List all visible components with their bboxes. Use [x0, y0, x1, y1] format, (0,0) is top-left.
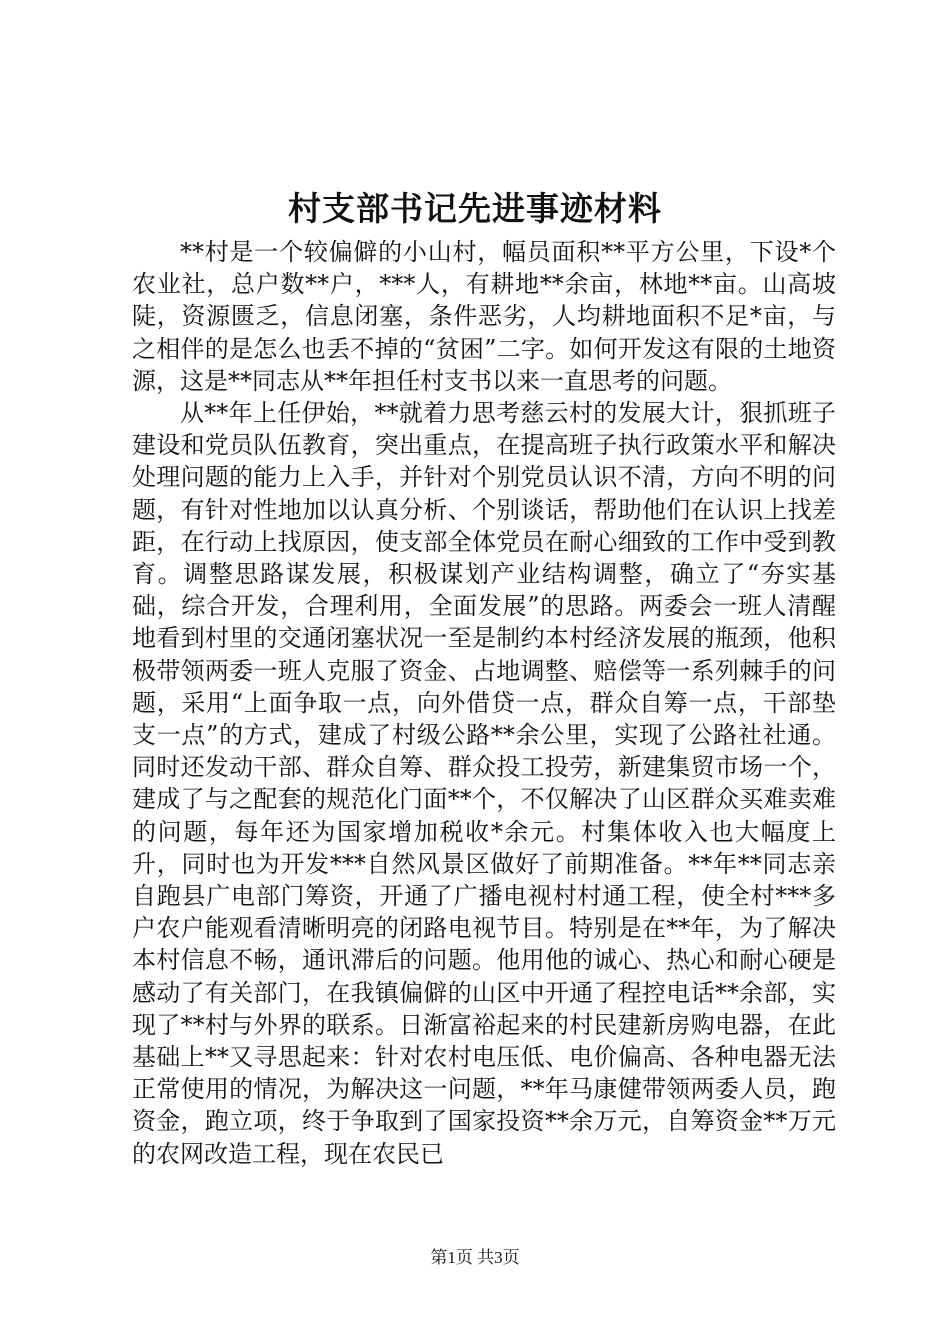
paragraph-2: 从**年上任伊始，**就着力思考慈云村的发展大计，狠抓班子建设和党员队伍教育，突出重点，在提高班子执行政策水平和解决处理问题的能力上入手，并针对个别党员认识不清，方向不明的问题，有针对性地加以认真分析、个别谈话，帮助他们在认识上找差距，在行动上找原因，使支部全体党员在耐心细致的工作中受到教育。调整思路谋发展，积极谋划产业结构调整，确立了“夯实基础，综合开发，合理利用，全面发展”的思路。两委会一班人清醒地看到村里的交通闭塞状况一至是制约本村经济发展的瓶颈，他积极带领两委一班人克服了资金、占地调整、赔偿等一系列棘手的问题，采用“上面争取一点，向外借贷一点，群众自筹一点，干部垫支一点”的方式，建成了村级公路**余公里，实现了公路社社通。同时还发动干部、群众自筹、群众投工投劳，新建集贸市场一个，建成了与之配套的规范化门面**个，不仅解决了山区群众买难卖难的问题，每年还为国家增加税收*余元。村集体收入也大幅度上升，同时也为开发***自然风景区做好了前期准备。**年**同志亲自跑县广电部门筹资，开通了广播电视村村通工程，使全村***多户农户能观看清晰明亮的闭路电视节目。特别是在**年，为了解决本村信息不畅，通讯滞后的问题。他用他的诚心、热心和耐心硬是感动了有关部门，在我镇偏僻的山区中开通了程控电话**余部，实现了**村与外界的联系。日渐富裕起来的村民建新房购电器，在此基础上**又寻思起来：针对农村电压低、电价偏高、各种电器无法正常使用的情况，为解决这一问题，**年马康健带领两委人员，跑资金，跑立项，终于争取到了国家投资**余万元，自筹资金**万元的农网改造工程，现在农民已 [132, 399, 836, 1168]
document-title: 村支部书记先进事迹材料 [288, 189, 662, 228]
paragraph-1: **村是一个较偏僻的小山村，幅员面积**平方公里，下设*个农业社，总户数**户，***人，有耕地**余亩，林地**亩。山高坡陡，资源匮乏，信息闭塞，条件恶劣，人均耕地面积不足*亩，与之相伴的是怎么也丢不掉的“贫困”二字。如何开发这有限的土地资源，这是**同志从**年担任村支书以来一直思考的问题。 [132, 238, 836, 395]
document-body [132, 236, 836, 1170]
page-indicator: 第1页 共3页 [430, 1248, 520, 1267]
page-footer [0, 1246, 950, 1270]
